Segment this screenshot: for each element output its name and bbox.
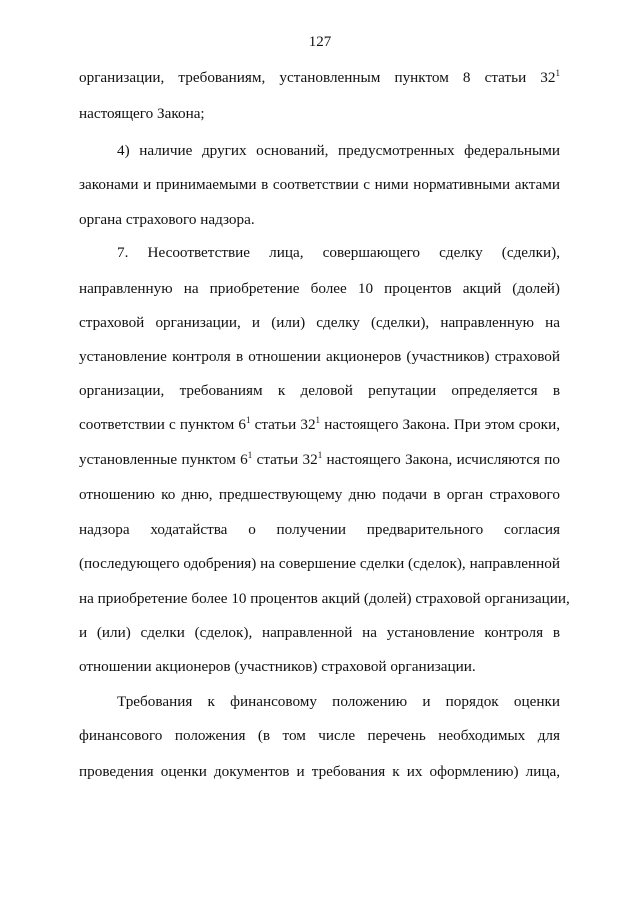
page-number: 127	[308, 34, 332, 50]
text-line: законами и принимаемыми в соответствии с ними нормативными актами	[79, 176, 560, 193]
text-line: 4) наличие других оснований, предусмотренных федеральными	[117, 142, 560, 159]
text-line: настоящего Закона;	[79, 105, 205, 122]
text-line: (последующего одобрения) на совершение сделки (сделок), направленной	[79, 555, 560, 572]
text-line: организации, требованиям, установленным пунктом 8 статьи $32^1$	[79, 68, 560, 86]
text-line: установленные пунктом $6^1$ статьи $32^1$ настоящего Закона, исчисляются по	[79, 450, 560, 468]
text-line: Требования к финансовому положению и порядок оценки	[117, 693, 560, 710]
text-line: 7. Несоответствие лица, совершающего сделку (сделки),	[117, 244, 560, 261]
text-line: организации, требованиям к деловой репутации определяется в	[79, 382, 560, 399]
text-line: органа страхового надзора.	[79, 211, 255, 228]
superscript: 1	[247, 450, 253, 460]
text-line: финансового положения (в том числе перечень необходимых для	[79, 727, 560, 744]
text-line: и (или) сделки (сделок), направленной на установление контроля в	[79, 624, 560, 641]
superscript: 1	[245, 415, 251, 425]
text-line: на приобретение более 10 процентов акций (долей) страховой организации,	[79, 590, 570, 607]
superscript: 1	[317, 450, 323, 460]
text-line: проведения оценки документов и требования к их оформлению) лица,	[79, 763, 560, 780]
text-line: отношению ко дню, предшествующему дню подачи в орган страхового	[79, 486, 560, 503]
text-line: надзора ходатайства о получении предварительного согласия	[79, 521, 560, 538]
superscript: 1	[555, 68, 560, 78]
text-line: страховой организации, и (или) сделку (сделки), направленную на	[79, 314, 560, 331]
text-line: соответствии с пунктом $6^1$ статьи $32^1$ настоящего Закона. При этом сроки,	[79, 415, 560, 433]
text-line: установление контроля в отношении акционеров (участников) страховой	[79, 348, 560, 365]
text-line: отношении акционеров (участников) страховой организации.	[79, 658, 476, 675]
text-line: направленную на приобретение более 10 процентов акций (долей)	[79, 280, 560, 297]
superscript: 1	[315, 415, 321, 425]
